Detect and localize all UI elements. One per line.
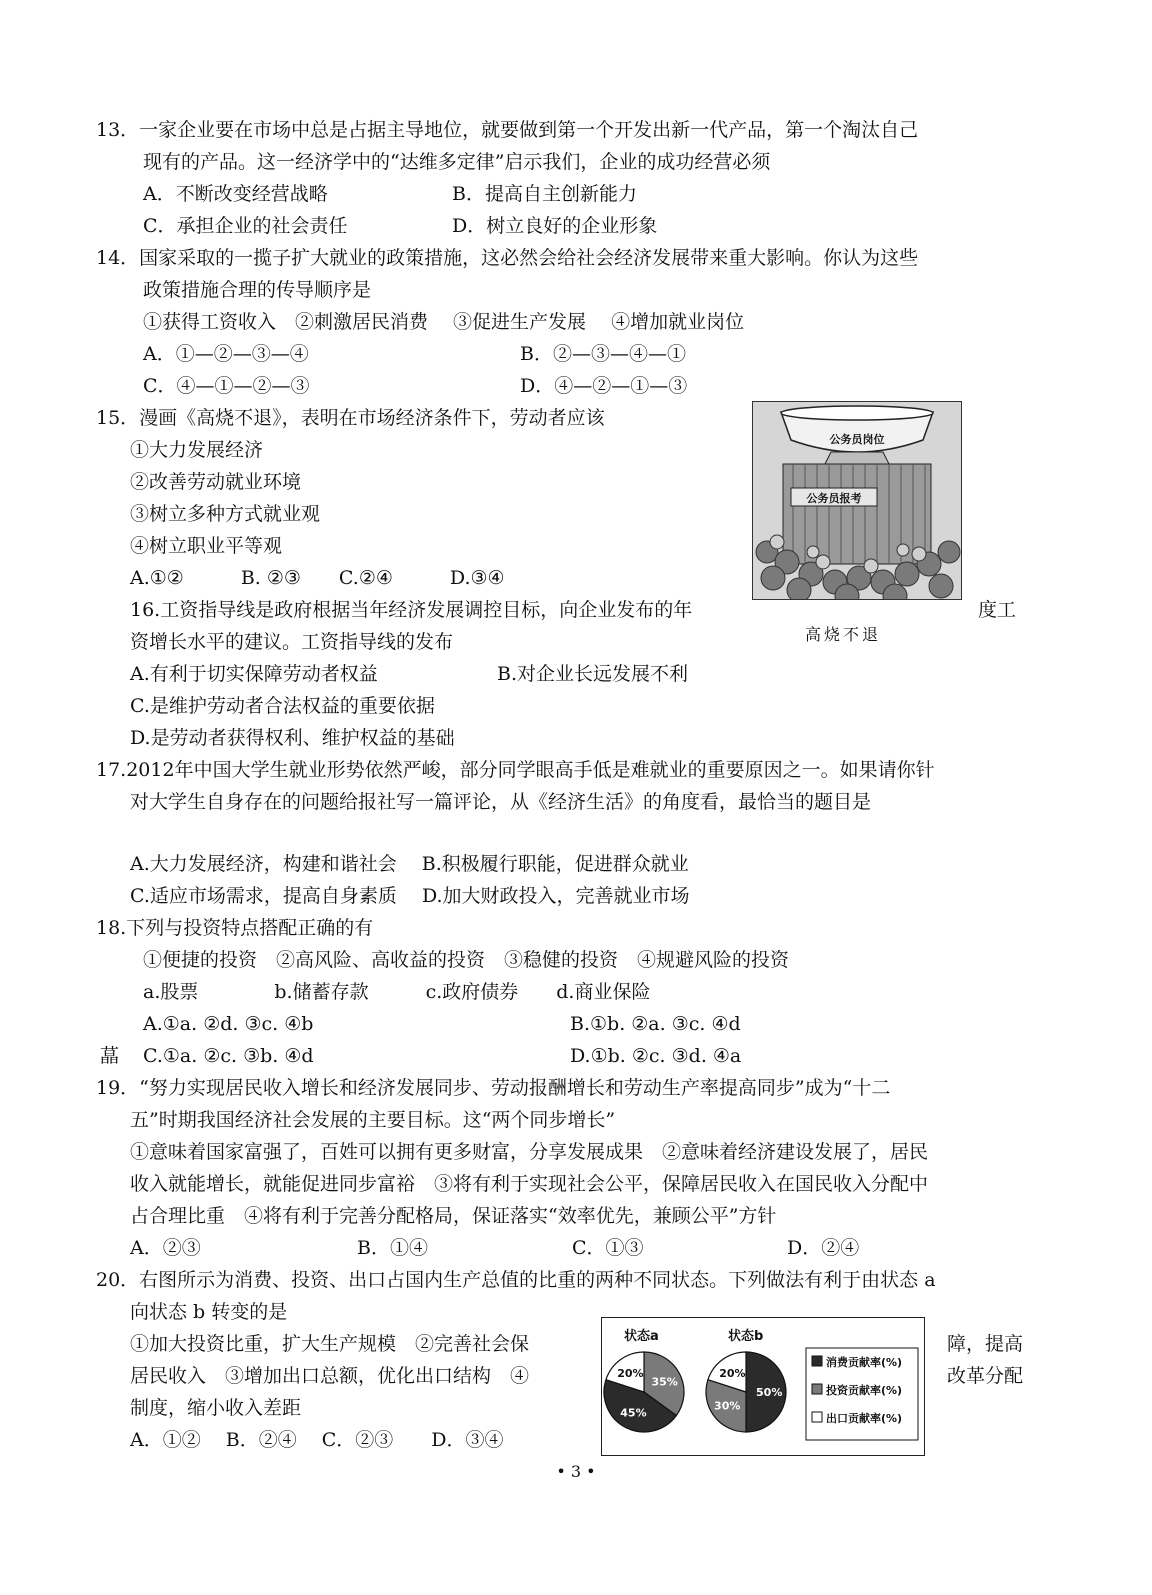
pie-title-0: 状态a [624, 1329, 659, 1344]
q15-stem: 15．漫画《高烧不退》，表明在市场经济条件下，劳动者应该 [96, 407, 605, 429]
q20-stem-line4-tail: 改革分配 [947, 1365, 1024, 1387]
legend-swatch-1 [812, 1384, 822, 1394]
q19-option-c: C．①③ [572, 1237, 644, 1259]
q14-option-c: C．④—①—②—③ [143, 375, 310, 397]
q20-stem-line3-tail: 障，提高 [947, 1333, 1024, 1355]
q18-sub-items: a.股票 b.储蓄存款 c.政府债券 d.商业保险 [143, 981, 651, 1003]
q18-option-a: A.①a. ②d. ③c. ④b [143, 1013, 314, 1035]
cartoon-image [752, 401, 962, 600]
q15-item-3: ③树立多种方式就业观 [130, 503, 321, 525]
pie-label-0-2: 20% [617, 1367, 644, 1381]
q14-option-a: A．①—②—③—④ [143, 343, 309, 365]
q19-option-d: D．②④ [787, 1237, 860, 1259]
pie-title-1: 状态b [728, 1329, 764, 1344]
pie-label-0-1: 35% [651, 1375, 678, 1389]
q17-options-ab: A.大力发展经济，构建和谐社会 B.积极履行职能，促进群众就业 [130, 853, 689, 875]
q19-stem-line1: 19．“努力实现居民收入增长和经济发展同步、劳动报酬增长和劳动生产率提高同步”成为“十二 [96, 1077, 891, 1099]
q20-stem-line5: 制度，缩小收入差距 [130, 1397, 302, 1419]
pie-label-1-1: 30% [714, 1399, 741, 1413]
q17-stem-line1: 17.2012年中国大学生就业形势依然严峻，部分同学眼高手低是难就业的重要原因之一。如果请你针 [96, 759, 935, 781]
q14-option-b: B．②—③—④—① [520, 343, 686, 365]
q13-stem-line1: 13．一家企业要在市场中总是占据主导地位，就要做到第一个开发出新一代产品，第一个淘汰自己 [96, 119, 919, 141]
q19-stem-line4: 收入就能增长，就能促进同步富裕 ③将有利于实现社会公平，保障居民收入在国民收入分配中 [130, 1173, 929, 1195]
q18-option-d: D.①b. ②c. ③d. ④a [570, 1045, 742, 1067]
q19-option-a: A．②③ [130, 1237, 201, 1259]
q18-items: ①便捷的投资 ②高风险、高收益的投资 ③稳健的投资 ④规避风险的投资 [143, 949, 790, 971]
pie-label-1-0: 50% [756, 1386, 783, 1399]
q19-option-b: B．①④ [357, 1237, 428, 1259]
q20-stem-line1: 20．右图所示为消费、投资、出口占国内生产总值的比重的两种不同状态。下列做法有利于由状态 a [96, 1269, 936, 1291]
q15-item-4: ④树立职业平等观 [130, 535, 283, 557]
cartoon-label-positions: 公务员岗位 [829, 433, 885, 446]
pie-chart-svg [602, 1318, 924, 1455]
legend-swatch-2 [812, 1412, 822, 1422]
q13-option-a: A．不断改变经营战略 [143, 183, 328, 205]
q14-items: ①获得工资收入 ②刺激居民消费 ③促进生产发展 ④增加就业岗位 [143, 311, 745, 333]
q18-margin-mark: 蕌 [100, 1045, 120, 1067]
q15-options: A.①② B. ②③ C.②④ D.③④ [130, 567, 505, 589]
q16-option-a: A.有利于切实保障劳动者权益 [130, 663, 378, 685]
q13-option-d: D．树立良好的企业形象 [452, 215, 658, 237]
q14-stem-line1: 14．国家采取的一揽子扩大就业的政策措施，这必然会给社会经济发展带来重大影响。你认为这些 [96, 247, 919, 269]
q19-stem-line3: ①意味着国家富强了，百姓可以拥有更多财富，分享发展成果 ②意味着经济建设发展了，居民 [130, 1141, 929, 1163]
q19-stem-line5: 占合理比重 ④将有利于完善分配格局，保证落实“效率优先，兼顾公平”方针 [130, 1205, 777, 1227]
pie-label-1-2: 20% [719, 1367, 746, 1381]
legend-label-2: 出口贡献率(%) [826, 1412, 903, 1425]
q18-option-b: B.①b. ②a. ③c. ④d [570, 1013, 741, 1035]
q19-stem-line2: 五”时期我国经济社会发展的主要目标。这“两个同步增长” [130, 1109, 616, 1131]
pie-chart-figure [601, 1317, 925, 1456]
q16-option-d: D.是劳动者获得权利、维护权益的基础 [130, 727, 455, 749]
cartoon-label-applicants: 公务员报考 [806, 492, 862, 505]
q15-item-1: ①大力发展经济 [130, 439, 264, 461]
q20-options: A．①② B．②④ C．②③ D．③④ [130, 1429, 504, 1451]
cartoon-caption: 高烧不退 [805, 625, 882, 644]
q14-option-d: D．④—②—①—③ [520, 375, 688, 397]
q18-stem: 18.下列与投资特点搭配正确的有 [96, 917, 374, 939]
q17-options-cd: C.适应市场需求，提高自身素质 D.加大财政投入，完善就业市场 [130, 885, 690, 907]
q20-stem-line4: 居民收入 ③增加出口总额，优化出口结构 ④ [130, 1365, 530, 1387]
q20-stem-line2: 向状态 b 转变的是 [130, 1301, 288, 1323]
q16-option-b: B.对企业长远发展不利 [497, 663, 689, 685]
legend-label-0: 消费贡献率(%) [826, 1356, 903, 1369]
page-number: • 3 • [556, 1462, 596, 1481]
q17-stem-line2: 对大学生自身存在的问题给报社写一篇评论，从《经济生活》的角度看，最恰当的题目是 [130, 791, 872, 813]
q15-item-2: ②改善劳动就业环境 [130, 471, 302, 493]
q16-option-c: C.是维护劳动者合法权益的重要依据 [130, 695, 435, 717]
q16-stem-line2: 资增长水平的建议。工资指导线的发布 [130, 631, 454, 653]
q13-stem-line2: 现有的产品。这一经济学中的“达维多定律”启示我们，企业的成功经营必须 [143, 151, 771, 173]
q16-stem-line1-tail: 度工 [978, 599, 1017, 621]
q18-option-c: C.①a. ②c. ③b. ④d [143, 1045, 314, 1067]
legend-label-1: 投资贡献率(%) [826, 1384, 903, 1397]
q16-stem-line1: 16.工资指导线是政府根据当年经济发展调控目标，向企业发布的年 [130, 599, 693, 621]
q13-option-c: C．承担企业的社会责任 [143, 215, 348, 237]
legend-swatch-0 [812, 1356, 822, 1366]
q20-stem-line3: ①加大投资比重，扩大生产规模 ②完善社会保 [130, 1333, 530, 1355]
pie-label-0-0: 45% [620, 1406, 647, 1420]
q13-option-b: B．提高自主创新能力 [452, 183, 637, 205]
q14-stem-line2: 政策措施合理的传导顺序是 [143, 279, 372, 301]
